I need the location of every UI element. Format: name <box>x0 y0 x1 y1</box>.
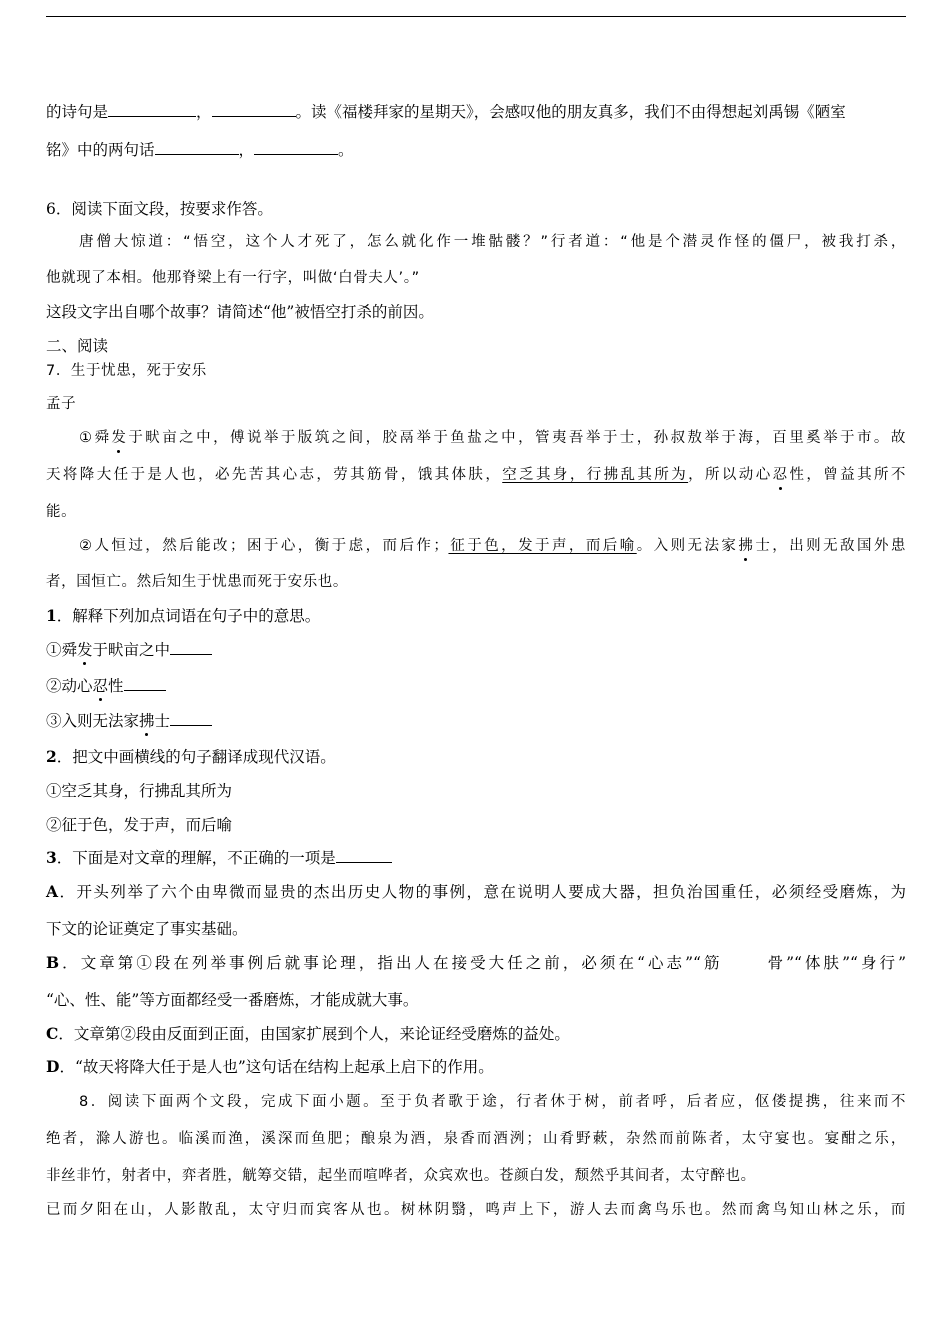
q8-passage-line: 已而夕阳在山，人影散乱，太守归而宾客从也。树林阴翳，鸣声上下，游人去而禽鸟乐也。然而禽鸟知山林之乐，而 <box>46 1202 906 1218</box>
option-b-cont: “心、性、能”等方面都经受一番磨炼，才能成就大事。 <box>46 991 419 1009</box>
option-c: C．文章第②段由反面到正面，由国家扩展到个人，来论证经受磨炼的益处。 <box>46 1024 570 1043</box>
answer-blank[interactable] <box>124 676 166 691</box>
section-heading: 二、阅读 <box>46 337 109 355</box>
answer-blank[interactable] <box>155 140 239 155</box>
option-d: D．“故天将降大任于是人也”这句话在结构上起承上启下的作用。 <box>46 1057 494 1076</box>
author: 孟子 <box>46 396 77 412</box>
dotted-word: 拂 <box>139 712 155 730</box>
passage-line: 天将降大任于是人也，必先苦其心志，劳其筋骨，饿其体肤，空乏其身，行拂乱其所为，所以动心忍性，曾益其所不 <box>46 467 907 483</box>
underlined-sentence: 征于色，发于声，而后喻 <box>448 538 637 554</box>
sub-item: ①空乏其身，行拂乱其所为 <box>46 782 233 800</box>
passage-line: 者，国恒亡。然后知生于忧患而死于安乐也。 <box>46 574 348 590</box>
q6-prompt: 这段文字出自哪个故事？请简述“他”被悟空打杀的前因。 <box>46 303 434 321</box>
q8-passage-line: 绝者，滁人游也。临溪而渔，溪深而鱼肥；酿泉为酒，泉香而酒洌；山肴野蔌，杂然而前陈者，太守宴也。宴酣之乐， <box>46 1131 906 1147</box>
underlined-sentence: 空乏其身，行拂乱其所为 <box>502 467 689 483</box>
sub-item: ①舜发于畎亩之中 <box>46 640 906 660</box>
header-rule <box>46 16 906 17</box>
answer-blank[interactable] <box>170 640 212 655</box>
q6-passage-line: 唐僧大惊道：“悟空，这个人才死了，怎么就化作一堆骷髅？”行者道：“他是个潜灵作怪的僵尸，被我打杀， <box>79 234 906 250</box>
text-line: 铭》中的两句话 ， 。 <box>46 141 354 159</box>
passage-line: 能。 <box>46 504 77 520</box>
passage-line: ②人恒过，然后能改；困于心，衡于虑，而后作；征于色，发于声，而后喻。入则无法家拂士，出则无敌国外患 <box>79 538 906 554</box>
answer-blank[interactable] <box>212 102 296 117</box>
dotted-word: 拂 <box>738 538 754 554</box>
answer-blank[interactable] <box>336 848 392 863</box>
option-a-cont: 下文的论证奠定了事实基础。 <box>46 920 248 938</box>
q8-passage-line: 非丝非竹，射者中，弈者胜，觥筹交错，起坐而喧哗者，众宾欢也。苍颜白发，颓然乎其间者，太守醉也。 <box>46 1168 756 1184</box>
question-7-title: 7．生于忧患，死于安乐 <box>46 363 207 379</box>
sub-item: ②动心忍性 <box>46 676 906 696</box>
dotted-word: 忍 <box>772 467 788 483</box>
passage-line: ①舜发于畎亩之中，傅说举于版筑之间，胶鬲举于鱼盐之中，管夷吾举于士，孙叔敖举于海，百里奚举于市。故 <box>79 430 906 446</box>
option-a: A．开头列举了六个由卑微而显贵的杰出历史人物的事例，意在说明人要成大器，担负治国重任，必须经受磨炼，为 <box>46 882 906 901</box>
sub-question-1: 1．解释下列加点词语在句子中的意思。 <box>46 606 321 625</box>
sub-item: ③入则无法家拂士 <box>46 711 906 731</box>
sub-question-3: 3．下面是对文章的理解，不正确的一项是 <box>46 848 906 868</box>
question-6-title: 6．阅读下面文段，按要求作答。 <box>46 200 273 218</box>
answer-blank[interactable] <box>108 102 196 117</box>
dotted-word: 发 <box>77 641 93 659</box>
text-line: 的诗句是 ， 。读《福楼拜家的星期天》，会感叹他的朋友真多，我们不由得想起刘禹锡《陋室 <box>46 103 846 121</box>
dotted-word: 忍 <box>92 677 109 695</box>
question-8-line: 8．阅读下面两个文段，完成下面小题。至于负者歌于途，行者休于树，前者呼，后者应，伛偻提携，往来而不 <box>79 1094 906 1110</box>
answer-blank[interactable] <box>170 711 212 726</box>
q6-passage-line: 他就现了本相。他那脊梁上有一行字，叫做‘白骨夫人’。” <box>46 270 420 286</box>
answer-blank[interactable] <box>254 140 338 155</box>
dotted-word: 发 <box>111 430 127 446</box>
option-b: B．文章第①段在列举事例后就事论理，指出人在接受大任之前，必须在“心志”“筋 骨”“体肤”“身行” <box>46 953 906 972</box>
sub-question-2: 2．把文中画横线的句子翻译成现代汉语。 <box>46 747 336 766</box>
sub-item: ②征于色，发于声，而后喻 <box>46 816 233 834</box>
